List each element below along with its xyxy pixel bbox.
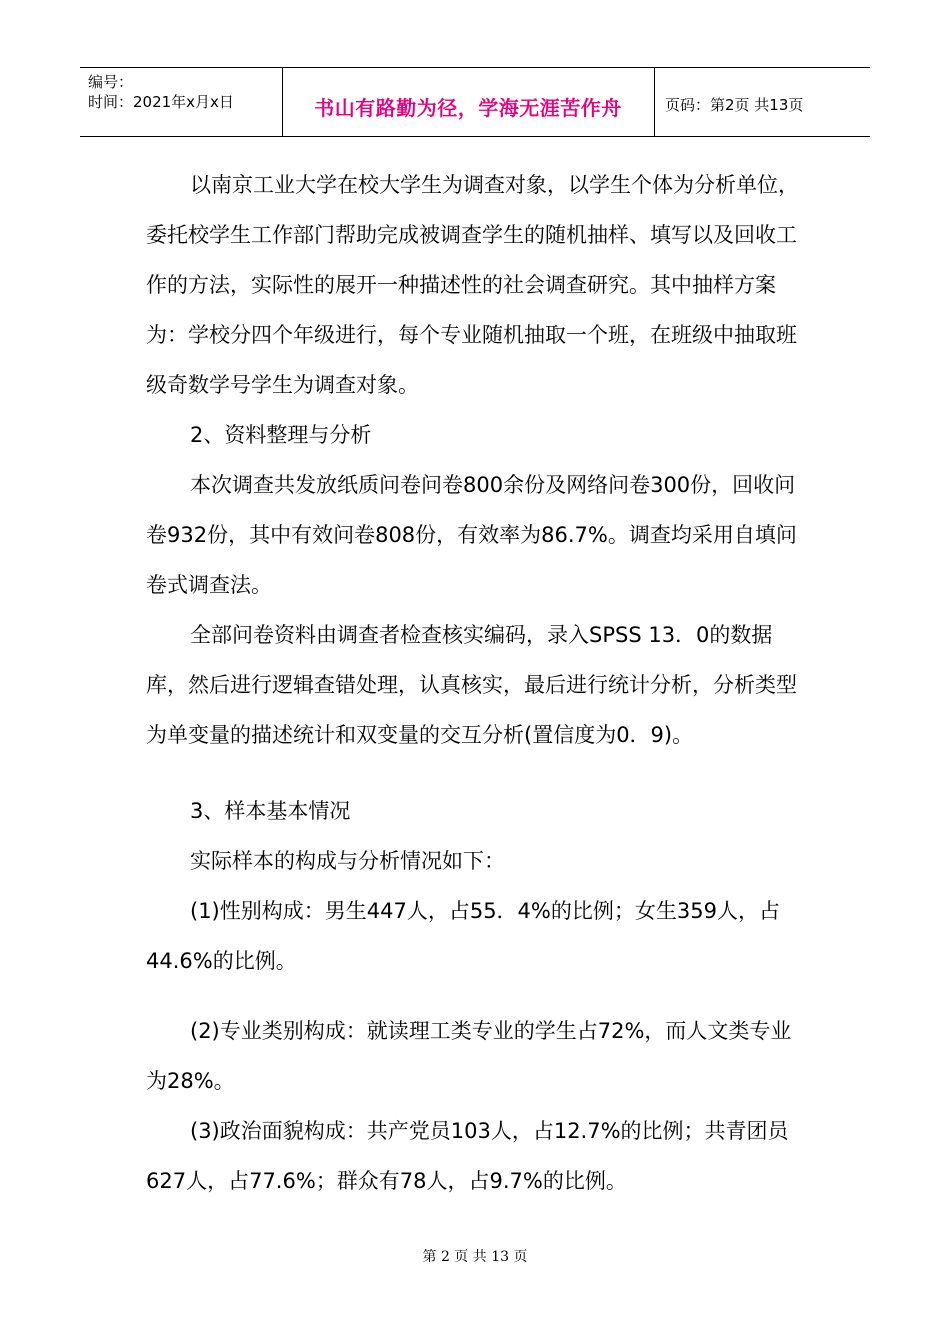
paragraph-political-composition: (3)政治面貌构成：共产党员103人，占12.7%的比例；共青团员 627人，占77.6%；群众有78人，占9.7%的比例。 [146,1119,789,1193]
paragraph-major-composition: (2)专业类别构成：就读理工类专业的学生占72%，而人文类专业为28%。 [146,1019,792,1093]
header-motto: 书山有路勤为径，学海无涯苦作舟 [314,96,622,120]
page-header [80,67,870,137]
page-footer: 第 2 页 共 13 页 [422,1249,528,1265]
section-heading-sample: 3、样本基本情况 [190,799,351,823]
spacer [146,986,806,1006]
header-page-code: 页码：第2页 共13页 [665,96,804,114]
section-heading-data-analysis: 2、资料整理与分析 [190,423,372,447]
header-motto-cell [282,68,655,136]
spacer [146,760,806,786]
document-body [146,160,806,1206]
paragraph-data-processing: 全部问卷资料由调查者检查核实编码，录入SPSS 13．0的数据库，然后进行逻辑查错处理，认真核实，最后进行统计分析，分析类型为单变量的描述统计和双变量的交互分析(置信度为0．9)。 [146,623,797,747]
header-page-cell [655,68,870,136]
paragraph-questionnaire-stats: 本次调查共发放纸质问卷问卷800余份及网络问卷300份，回收问卷932份，其中有效问卷808份，有效率为86.7%。调查均采用自填问卷式调查法。 [146,473,797,597]
paragraph-sample-intro: 实际样本的构成与分析情况如下： [190,849,505,873]
header-meta-cell [80,68,283,136]
document-time-label: 时间：2021年x月x日 [88,93,234,111]
paragraph-gender-composition: (1)性别构成：男生447人，占55．4%的比例；女生359人，占 44.6%的比例。 [146,899,780,973]
paragraph-survey-method: 以南京工业大学在校大学生为调查对象，以学生个体为分析单位，委托校学生工作部门帮助完成被调查学生的随机抽样、填写以及回收工作的方法，实际性的展开一种描述性的社会调查研究。其中抽样方案为：学校分四个年级进行，每个专业随机抽取一个班，在班级中抽取班级奇数学号学生为调查对象。 [146,173,799,397]
document-number-label: 编号： [88,73,134,91]
